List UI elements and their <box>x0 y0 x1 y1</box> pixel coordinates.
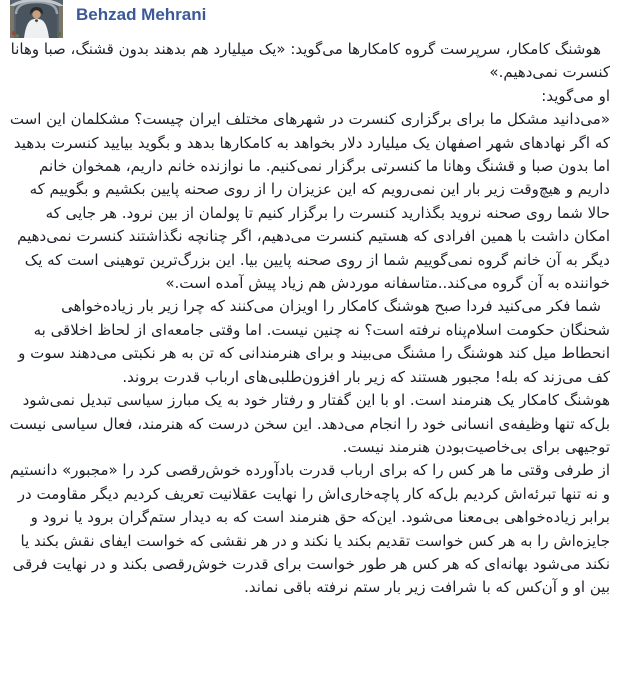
post-paragraph: هوشنگ کامکار یک هنرمند است. او با این گفتار و رفتار خود به یک مبارز سیاسی تبدیل نمی‌شود بل‌که تنها وظیفه‌ی انسانی خود را انجام می‌دهد. این سخن درست که هنرمند، فعال سیاسی نیست توجیهی برای بی‌خاصیت‌بودن هنرمند نیست. <box>9 391 610 456</box>
profile-photo-icon <box>10 0 63 38</box>
post-paragraph: از طرفی وقتی ما هر کس را که برای ارباب قدرت بادآورده خوش‌رقصی کرد را «مجبور» دانستیم و نه تنها تبرئه‌اش کردیم بل‌که کار پاچه‌خاری‌اش را نهایت عقلانیت تعریف کردیم دیگر مقاومت در برابر زیاده‌خواهی بی‌معنا می‌شود. این‌که حق هنرمند است که به دیدار ستم‌گران برود یا نرود و جایزه‌اش را به هر کس خواست تقدیم بکند یا نکند و در هر نقشی که خواست ایفای نقش بکند یا نکند می‌شود بهانه‌ای که هر کس هر طور خواست برای قدرت خوش‌رقصی بکند و در نهایت فرقی بین او و آن‌کس که با شرافت زیر بار ستم نرفته باقی نماند. <box>9 461 610 597</box>
post-paragraph: شما فکر می‌کنید فردا صبح هوشنگ کامکار را اویزان می‌کنند که چرا زیر بار زیاده‌خواهی شحنگان حکومت اسلام‌پناه نرفته است؟ نه چنین نیست. اما وقتی جامعه‌ای از لحاظ اخلاقی به انحطاط میل کند هوشنگ را مشنگ می‌بیند و برای هنرمندانی که تن به هر نکبتی می‌دهند سوت و کف می‌زند که بله! مجبور هستند که زیر بار افزون‌طلبی‌های ارباب قدرت بروند. <box>18 297 610 386</box>
post-header <box>0 0 619 38</box>
post-paragraph: هوشنگ کامکار، سرپرست گروه کامکارها می‌گوید: «یک میلیارد هم بدهند بدون قشنگ، صبا وهانا کنسرت نمی‌دهیم.» <box>10 40 610 82</box>
post-paragraph: او می‌گوید: <box>541 86 610 105</box>
author-name-link[interactable]: Behzad Mehrani <box>76 5 207 24</box>
post-paragraph: «می‌دانید مشکل ما برای برگزاری کنسرت در شهرهای مختلف ایران چیست؟ مشکلمان این است که اگر نهادهای شهر اصفهان یک میلیارد دلار بخواهد به کامکارها بدهد و بگوید بیایید کنسرت بدهید اما بدون صبا و قشنگ وهانا ما کنسرتی برگزار نمی‌کنیم. ما نوازنده خانم داریم، همخوان خانم داریم و هیچ‌وقت زیر بار این نمی‌رویم که این عزیزان را از روی صحنه پایین بکشیم و بگوییم که حالا شما روی صحنه نروید بگذارید کنسرت را برگزار کنیم تا پولمان از بین نرود. هر جایی که امکان داشت با همین افرادی که هستیم کنسرت می‌دهیم، اگر چنانچه نگذاشتند کنسرت نمی‌دهیم دیگر به آن خانم گروه نمی‌گوییم شما از روی صحنه پایین بیا. این بزرگ‌ترین توهینی است که یک خواننده به آن گروه می‌کند..متاسفانه موردش هم زیاد پیش آمده است.» <box>9 110 610 293</box>
profile-avatar[interactable] <box>10 0 63 38</box>
post-text <box>0 38 619 600</box>
